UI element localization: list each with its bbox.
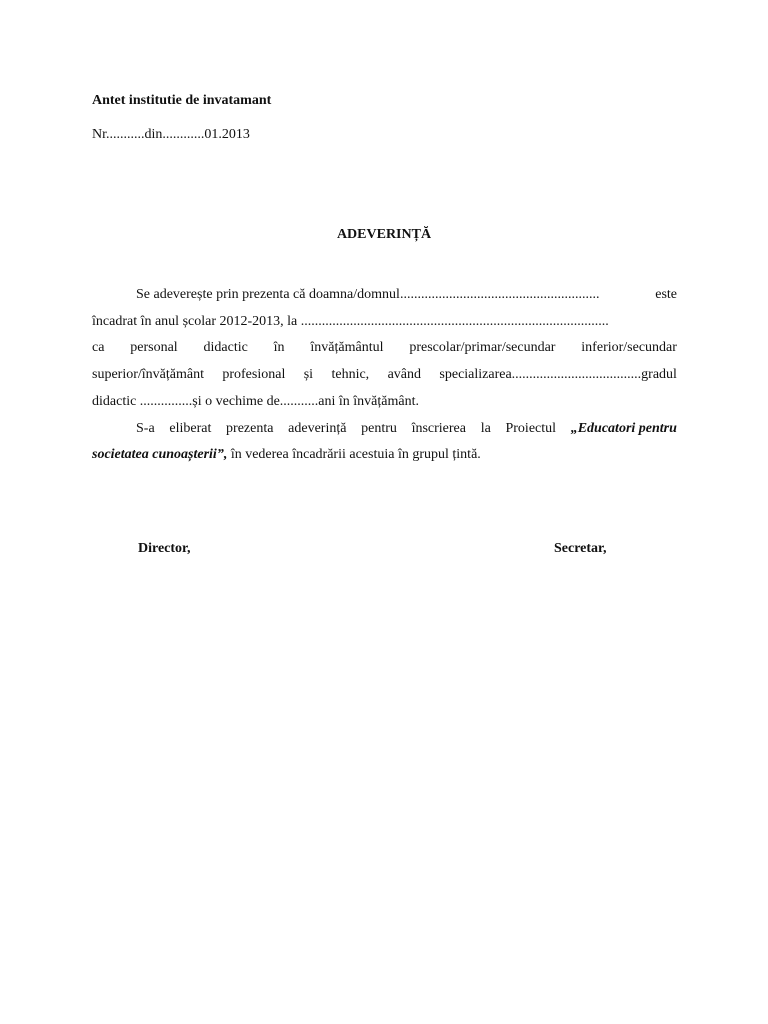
- paragraph-1-line-4-word: tehnic,: [331, 367, 370, 382]
- paragraph-1-line-4-word: profesional: [222, 367, 286, 382]
- paragraph-1-line-1-start: Se adeverește prin prezenta că doamna/domnul.........................................................: [136, 287, 600, 302]
- paragraph-1-line-3-word: personal: [130, 340, 178, 355]
- paragraph-2-line-1-word: pentru: [361, 421, 397, 436]
- paragraph-1-line-3-word: inferior/secundar: [581, 340, 677, 355]
- paragraph-1-line-1-end: este: [655, 287, 677, 302]
- paragraph-1-line-2: încadrat în anul școlar 2012-2013, la ........................................................................................: [92, 314, 609, 329]
- paragraph-2-line-1-word: prezenta: [226, 421, 274, 436]
- paragraph-1-line-4-word: superior/învățământ: [92, 367, 204, 382]
- paragraph-2-line-1: [136, 420, 677, 438]
- project-name-part-2: societatea cunoașterii”,: [92, 447, 228, 462]
- paragraph-1-line-4: [92, 366, 677, 384]
- signature-director: Director,: [138, 541, 191, 556]
- paragraph-1-line-5: didactic ...............și o vechime de...........ani în învățământ.: [92, 394, 419, 409]
- paragraph-1-line-3: [92, 339, 677, 357]
- paragraph-1-line-3-word: prescolar/primar/secundar: [409, 340, 556, 355]
- paragraph-2-line-2: [92, 446, 481, 464]
- paragraph-2-line-1-word: S-a: [136, 421, 155, 436]
- paragraph-2-line-1-word: la: [480, 421, 491, 436]
- institution-header: Antet institutie de invatamant: [92, 93, 272, 108]
- paragraph-2-line-2-rest: în vederea încadrării acestuia în grupul țintă.: [227, 447, 481, 462]
- paragraph-2-line-1-word: adeverință: [288, 421, 347, 436]
- paragraph-1-line-3-word: în: [273, 340, 285, 355]
- project-name-part-1: „Educatori pentru: [570, 421, 677, 436]
- paragraph-1-line-3-word: didactic: [203, 340, 248, 355]
- paragraph-2-line-1-word: Proiectul: [505, 421, 557, 436]
- paragraph-1-line-4-word: având: [387, 367, 422, 382]
- signature-secretary: Secretar,: [554, 541, 607, 556]
- document-title: ADEVERINȚĂ: [336, 227, 432, 242]
- paragraph-2-line-1-word: înscrierea: [411, 421, 466, 436]
- paragraph-1-line-3-word: ca: [92, 340, 105, 355]
- paragraph-1-line-4-word: specializarea.....................................gradul: [439, 367, 677, 382]
- paragraph-1-line-4-word: și: [303, 367, 314, 382]
- registration-number-line: Nr...........din............01.2013: [92, 127, 250, 142]
- paragraph-1-line-3-word: învățământul: [310, 340, 384, 355]
- paragraph-1-line-1: [136, 286, 677, 304]
- paragraph-2-line-1-word: eliberat: [169, 421, 212, 436]
